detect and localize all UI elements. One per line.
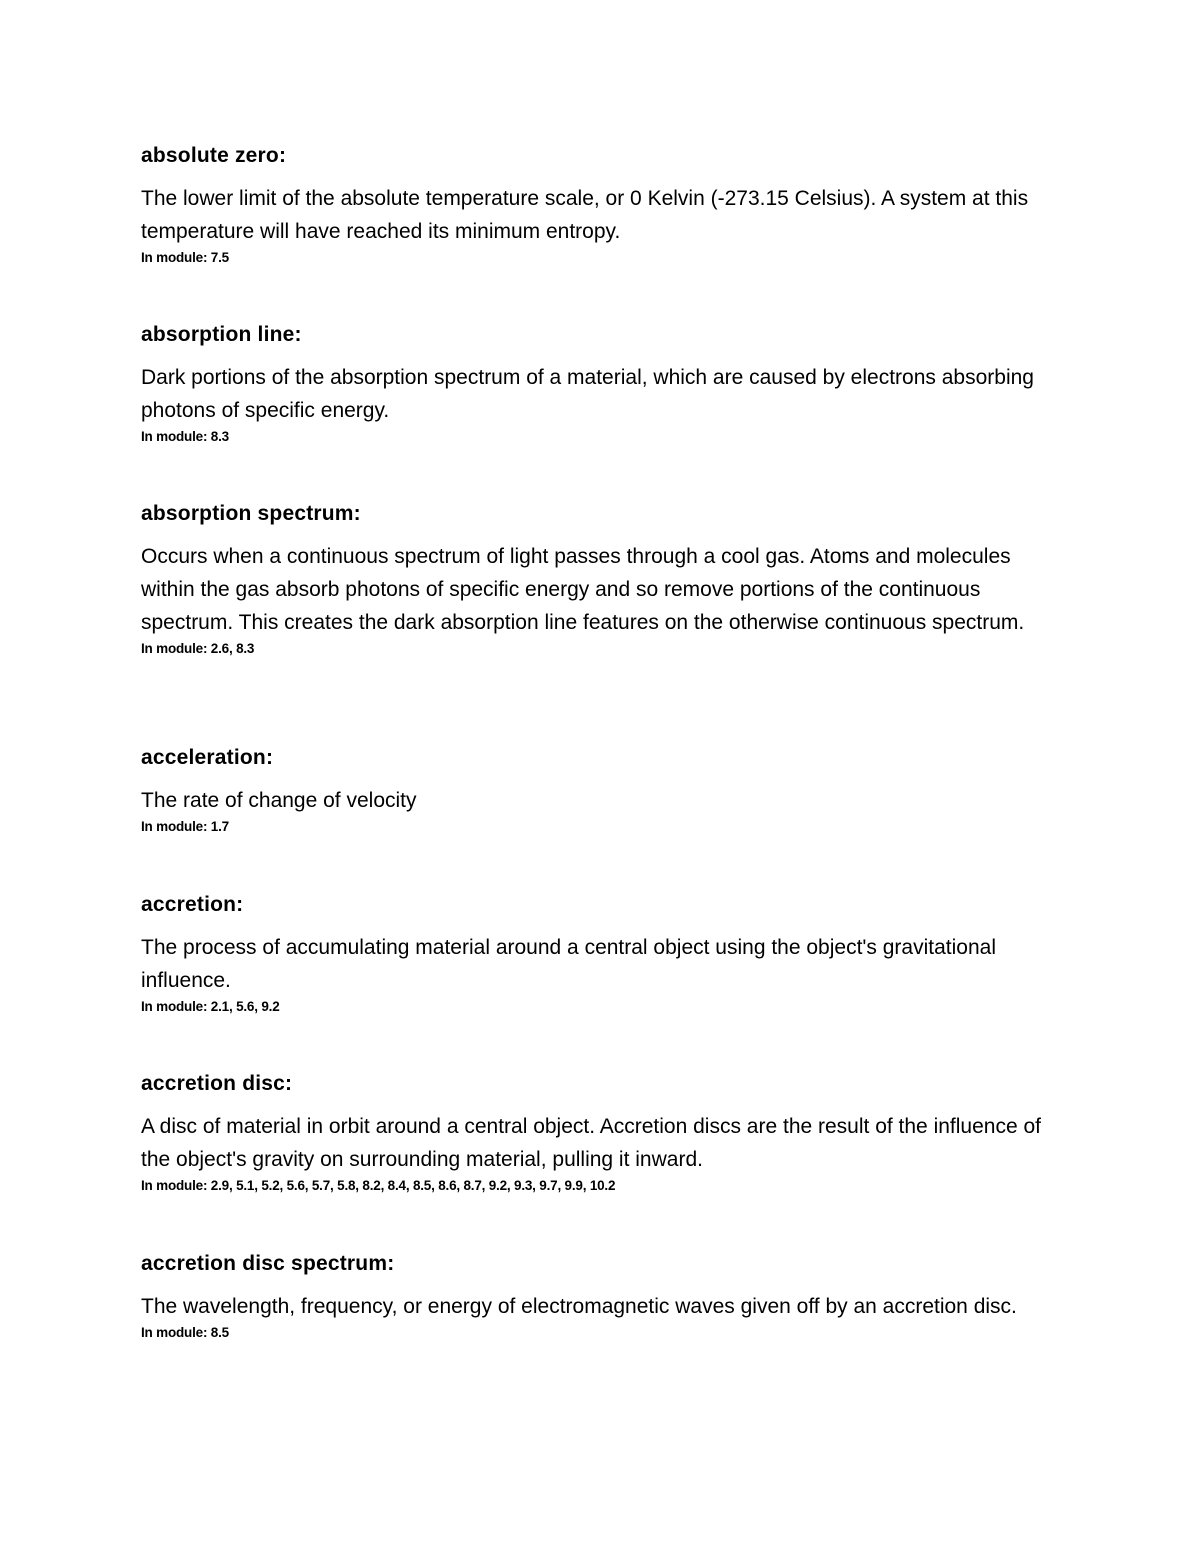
term-heading: absorption spectrum: — [141, 502, 361, 525]
module-reference: In module: 8.5 — [141, 1325, 229, 1340]
term-definition: The lower limit of the absolute temperature scale, or 0 Kelvin (-273.15 Celsius). A system at this temperature will have reached its minimum entropy. — [141, 187, 1029, 243]
glossary-entry-acceleration — [141, 745, 1061, 836]
glossary-entry-absolute-zero — [141, 143, 1061, 267]
module-reference: In module: 8.3 — [141, 429, 229, 444]
module-reference: In module: 7.5 — [141, 250, 229, 265]
term-heading: accretion disc spectrum: — [141, 1252, 395, 1275]
term-definition: A disc of material in orbit around a central object. Accretion discs are the result of the influence of the object's gravity on surrounding material, pulling it inward. — [141, 1115, 1041, 1171]
term-definition: The wavelength, frequency, or energy of electromagnetic waves given off by an accretion disc. — [141, 1295, 1017, 1318]
term-heading: accretion disc: — [141, 1072, 293, 1095]
glossary-entry-accretion — [141, 892, 1061, 1016]
term-heading: absolute zero: — [141, 144, 287, 167]
glossary-entry-absorption-spectrum — [141, 501, 1061, 658]
term-definition: Occurs when a continuous spectrum of light passes through a cool gas. Atoms and molecules within the gas absorb photons of specific energy and so remove portions of the continuous spectrum. This creates the dark absorption line features on the otherwise continuous spectrum. — [141, 545, 1025, 634]
module-reference: In module: 2.6, 8.3 — [141, 641, 255, 656]
term-heading: accretion: — [141, 893, 244, 916]
glossary-entry-accretion-disc-spectrum — [141, 1251, 1061, 1342]
module-reference: In module: 1.7 — [141, 819, 229, 834]
module-reference: In module: 2.9, 5.1, 5.2, 5.6, 5.7, 5.8, 8.2, 8.4, 8.5, 8.6, 8.7, 9.2, 9.3, 9.7, 9.9, 10.2 — [141, 1178, 616, 1193]
term-definition: Dark portions of the absorption spectrum of a material, which are caused by electrons absorbing photons of specific energy. — [141, 366, 1034, 422]
glossary-entry-accretion-disc — [141, 1071, 1061, 1195]
term-definition: The rate of change of velocity — [141, 789, 417, 812]
module-reference: In module: 2.1, 5.6, 9.2 — [141, 999, 280, 1014]
term-definition: The process of accumulating material around a central object using the object's gravitational influence. — [141, 936, 996, 992]
term-heading: absorption line: — [141, 323, 302, 346]
term-heading: acceleration: — [141, 746, 274, 769]
glossary-entry-absorption-line — [141, 322, 1061, 446]
